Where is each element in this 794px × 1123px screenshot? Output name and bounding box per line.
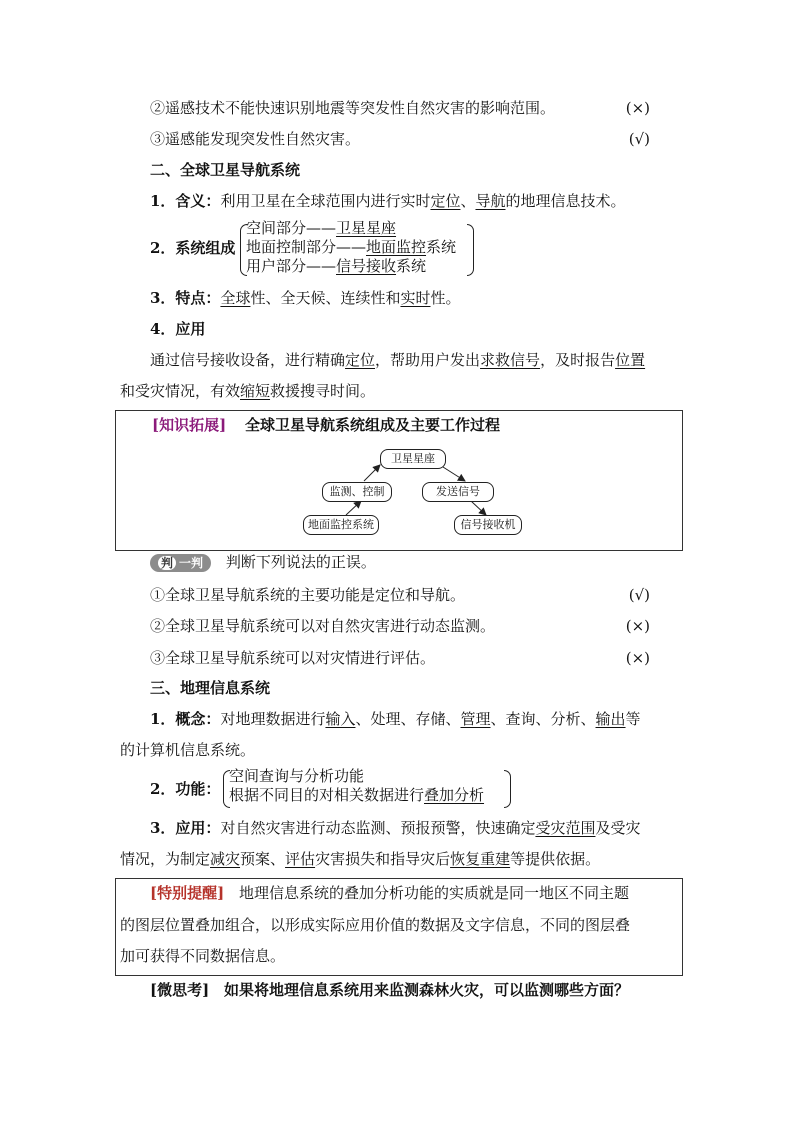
composition-row-user — [246, 257, 426, 275]
gis-concept-u3: 输出 — [595, 710, 626, 728]
reminder-line3: 加可获得不同数据信息。 — [120, 947, 286, 965]
gnss-feat-post: 性。 — [430, 289, 461, 307]
composition-space-pre: 空间部分—— — [246, 219, 337, 237]
gnss-feat-label: 3．特点： — [150, 289, 221, 307]
judge-pill — [150, 554, 211, 572]
judge-item-1 — [150, 585, 650, 605]
gnss-def-label: 1．含义： — [150, 192, 221, 210]
gnss-app-l1-u2: 求救信号 — [480, 351, 541, 369]
function-brace-right — [504, 770, 511, 808]
think-tag: [微思考] — [150, 981, 210, 999]
gnss-flow-diagram — [116, 411, 684, 552]
judge-prompt: 判断下列说法的正误。 — [225, 553, 376, 571]
judge-item-2 — [150, 616, 650, 636]
composition-user-u: 信号接收 — [336, 257, 397, 275]
gis-heading: 三、地理信息系统 — [150, 679, 271, 697]
node-satellite: 卫星星座 — [380, 449, 446, 469]
gis-app-l2-u1: 减灾 — [210, 850, 241, 868]
gis-app-l1-u: 受灾范围 — [535, 819, 596, 837]
gis-concept-u2: 管理 — [460, 710, 491, 728]
gnss-heading: 二、全球卫星导航系统 — [150, 161, 301, 179]
rs-item-3-mark: (√) — [628, 130, 650, 148]
gis-concept-d: 等 — [625, 710, 641, 728]
gnss-app-l2-a: 和受灾情况，有效 — [120, 382, 241, 400]
gnss-app-l2-u: 缩短 — [240, 382, 271, 400]
gis-app-line2 — [120, 849, 600, 869]
gis-concept-b: 、处理、存储、 — [355, 710, 461, 728]
judge-item-2-text: ②全球卫星导航系统可以对自然灾害进行动态监测。 — [150, 617, 496, 635]
gnss-def-u2: 导航 — [475, 192, 506, 210]
composition-user-post: 系统 — [396, 257, 427, 275]
node-ground: 地面监控系统 — [303, 515, 379, 535]
gis-app-l2-u2: 评估 — [285, 850, 316, 868]
gis-concept-label: 1．概念： — [150, 710, 221, 728]
judge-item-3-text: ③全球卫星导航系统可以对灾情进行评估。 — [150, 649, 436, 667]
gis-app-label: 3．应用： — [150, 819, 221, 837]
gnss-app-l1-u1: 定位 — [345, 351, 376, 369]
arrow-satellite-to-send — [443, 467, 465, 481]
gnss-app-l1-u3: 位置 — [615, 351, 646, 369]
composition-ground-u: 地面监控 — [366, 238, 427, 256]
gnss-def-post: 的地理信息技术。 — [505, 192, 626, 210]
gis-app-l2-c: 灾害损失和指导灾后 — [315, 850, 451, 868]
gis-concept-c: 、查询、分析、 — [490, 710, 596, 728]
gnss-app-l1-b: ，帮助用户发出 — [375, 351, 481, 369]
judge-prompt-line — [150, 552, 376, 572]
gis-concept-a: 对地理数据进行 — [220, 710, 326, 728]
reminder-tag: [特别提醒] — [150, 884, 225, 902]
gnss-features — [150, 288, 461, 308]
function-row-2-pre: 根据不同目的对相关数据进行 — [229, 786, 425, 804]
reminder-box — [115, 878, 683, 976]
rs-item-3-text: ③遥感能发现突发性自然灾害。 — [150, 130, 361, 148]
reminder-line1 — [150, 883, 629, 903]
composition-ground-pre: 地面控制部分—— — [246, 238, 367, 256]
gnss-app-l2-b: 救援搜寻时间。 — [270, 382, 376, 400]
gis-app-l1-b: 及受灾 — [595, 819, 641, 837]
gnss-app-line2 — [120, 381, 375, 401]
rs-item-2 — [150, 98, 650, 118]
gnss-def-sep: 、 — [460, 192, 476, 210]
composition-brace-right — [467, 224, 474, 276]
gnss-def-pre: 利用卫星在全球范围内进行实时 — [220, 192, 431, 210]
function-row-2-u: 叠加分析 — [424, 786, 485, 804]
judge-pill-a: 判 — [158, 556, 176, 570]
arrow-ground-to-monitor — [346, 501, 361, 515]
composition-row-ground — [246, 238, 456, 256]
gnss-feat-mid: 性、全天候、连续性和 — [250, 289, 401, 307]
arrow-send-to-receiver — [471, 501, 486, 515]
knowledge-box — [115, 410, 683, 551]
gis-concept-line1 — [150, 709, 641, 729]
composition-user-pre: 用户部分—— — [246, 257, 337, 275]
judge-item-2-mark: (×) — [625, 617, 650, 635]
gnss-app-label: 4．应用 — [150, 320, 206, 338]
gnss-app-line1 — [150, 350, 645, 370]
arrow-monitor-to-satellite — [364, 465, 380, 481]
rs-item-2-mark: (×) — [625, 99, 650, 117]
composition-row-space — [246, 219, 396, 237]
gis-app-l1-a: 对自然灾害进行动态监测、预报预警，快速确定 — [220, 819, 536, 837]
gnss-app-l1-a: 通过信号接收设备，进行精确 — [150, 351, 346, 369]
node-send: 发送信号 — [422, 482, 494, 502]
gnss-app-l1-c: ，及时报告 — [540, 351, 616, 369]
gis-function-label: 2．功能： — [150, 780, 221, 798]
function-row-1: 空间查询与分析功能 — [229, 767, 365, 785]
node-monitor: 监测、控制 — [322, 482, 392, 502]
gnss-composition-label: 2．系统组成 — [150, 239, 236, 257]
rs-item-3 — [150, 129, 650, 149]
function-row-2 — [229, 786, 484, 804]
node-receiver: 信号接收机 — [454, 515, 522, 535]
judge-item-3 — [150, 648, 650, 668]
gis-concept-u1: 输入 — [325, 710, 356, 728]
knowledge-title: 全球卫星导航系统组成及主要工作过程 — [244, 416, 500, 434]
knowledge-tag: [知识拓展] — [152, 416, 227, 434]
gis-concept-line2: 的计算机信息系统。 — [120, 741, 256, 759]
reminder-l1: 地理信息系统的叠加分析功能的实质就是同一地区不同主题 — [238, 884, 629, 902]
think-question: 如果将地理信息系统用来监测森林火灾，可以监测哪些方面？ — [223, 981, 629, 999]
reminder-line2: 的图层位置叠加组合，以形成实际应用价值的数据及文字信息，不同的图层叠 — [120, 916, 631, 934]
gis-app-line1 — [150, 818, 640, 838]
gis-app-l2-d: 等提供依据。 — [510, 850, 601, 868]
gnss-definition — [150, 191, 626, 211]
rs-item-2-text: ②遥感技术不能快速识别地震等突发性自然灾害的影响范围。 — [150, 99, 556, 117]
think-line — [150, 980, 629, 1000]
judge-item-1-text: ①全球卫星导航系统的主要功能是定位和导航。 — [150, 586, 466, 604]
gnss-feat-u2: 实时 — [400, 289, 431, 307]
gnss-def-u1: 定位 — [430, 192, 461, 210]
judge-item-1-mark: (√) — [628, 586, 650, 604]
judge-item-3-mark: (×) — [625, 649, 650, 667]
gis-app-l2-a: 情况，为制定 — [120, 850, 211, 868]
composition-ground-post: 系统 — [426, 238, 457, 256]
judge-pill-b: 一判 — [179, 556, 204, 570]
gis-app-l2-b: 预案、 — [240, 850, 286, 868]
composition-space-u: 卫星星座 — [336, 219, 397, 237]
gnss-feat-u1: 全球 — [220, 289, 251, 307]
gis-app-l2-u3: 恢复重建 — [450, 850, 511, 868]
